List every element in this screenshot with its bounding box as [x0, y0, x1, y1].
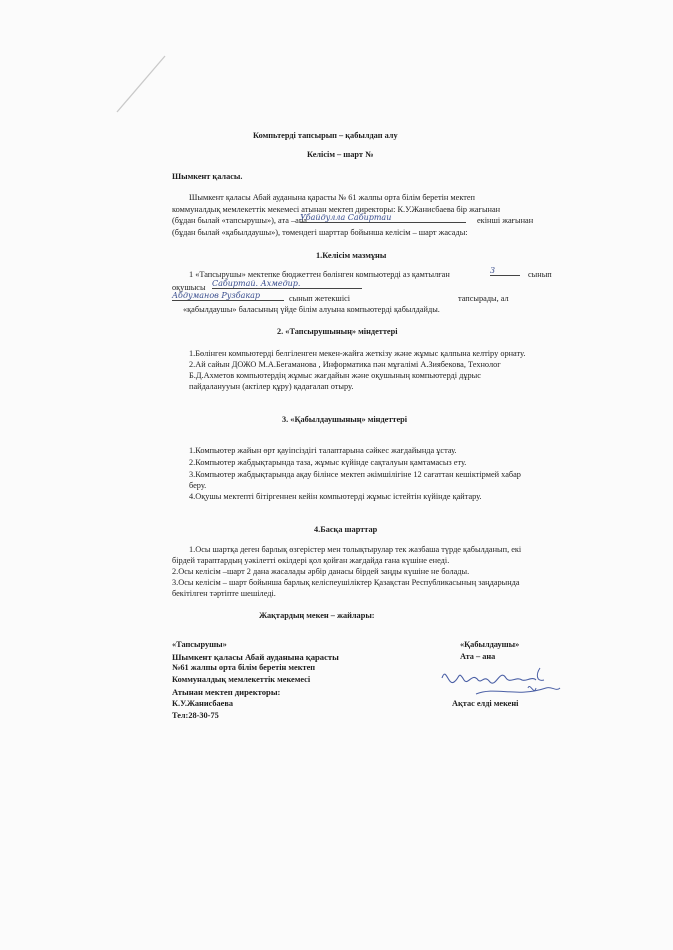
- parent-signature: [436, 658, 566, 702]
- s4-line-3: 2.Осы келісім –шарт 2 дана жасалады әрбір данасы бірдей заңды күшіне не болады.: [172, 567, 470, 576]
- s4-line-4: 3.Осы келісім – шарт бойынша барлық келіспеушіліктер Қазақстан Республикасының заңдарында: [172, 578, 520, 587]
- intro-line-3: [172, 216, 307, 226]
- s2-line-2: 2.Ай сайын ДОЖО М.А.Бегаманова , Информатика пән мұғалімі А.Зиябекова, Технолог: [189, 360, 501, 369]
- left-party-l3: №61 жалпы орта білім беретін мектеп: [172, 663, 316, 672]
- handwritten-parent-name: Убайдулла Сабиртаи: [300, 213, 466, 223]
- addresses-heading-text: Жақтардың мекен – жайлары:: [259, 611, 375, 620]
- intro-line-1: Шымкент қаласы Абай ауданына қарасты № 61 жалпы орта білім беретін мектеп: [189, 193, 475, 202]
- s4-line-1: 1.Осы шартқа деген барлық өзгерістер мен толықтырулар тек жазбаша түрде қабылданып, екі: [189, 545, 522, 554]
- handwritten-teacher-name: Абдуманов Рузбакар: [172, 291, 284, 301]
- s1-line-1-tail: сынып: [528, 270, 552, 279]
- s1-line-3-tail: тапсырады, ал: [458, 294, 509, 303]
- intro-line-2: коммуналдық мемлекеттік мекемесі атынан мектеп директоры: К.У.Жанисбаева бір жағынан: [172, 205, 501, 214]
- section-3-heading: 3. «Қабылдаушының» міндеттері: [282, 415, 408, 424]
- intro-line-4: (бұдан былай «қабылдаушы»), төмендегі шарттар бойынша келісім – шарт жасады:: [172, 228, 468, 237]
- intro-line-3-text: (бұдан былай «тапсырушы»), ата –ана: [172, 216, 307, 225]
- s3-line-3: 3.Компьютер жабдықтарында ақау білінсе мектеп әкімшілігіне 12 сағаттан кешіктірмей хабар: [189, 470, 521, 479]
- right-party-l3: Ақтас елді мекені: [452, 699, 519, 708]
- s4-line-2: бірдей тараптардың уәкілетті өкілдері қол қойған жағдайда ғана күшіне енеді.: [172, 556, 450, 565]
- s1-line-1: 1 «Тапсырушы» мектепке бюджеттен бөлінген компьютерді аз қамтылған: [189, 270, 450, 279]
- s3-line-4: беру.: [189, 481, 207, 490]
- doc-title: Компьтерді тапсырып – қабылдап алу: [253, 131, 398, 140]
- s1-line-4: «қабылдаушы» баласының үйде білім алуына компьютерді қабылдайды.: [183, 305, 440, 314]
- left-party-l2: Шымкент қаласы Абай ауданына қарасты: [172, 652, 339, 662]
- handwritten-grade: 3: [490, 266, 520, 276]
- s3-line-1: 1.Компьютер жайын өрт қауіпсіздігі талаптарына сәйкес жағдайында ұстау.: [189, 446, 457, 455]
- left-party-l7: Тел:28-30-75: [172, 711, 219, 720]
- s2-line-3: Б.Д.Ахметов компьютердің жұмыс жағдайын және оқушының компьютерді дұрыс: [189, 371, 481, 380]
- left-party-l1: «Тапсырушы»: [172, 640, 227, 649]
- s3-line-2: 2.Компьютер жабдықтарында таза, жұмыс күйінде сақталуын қамтамасыз ету.: [189, 458, 467, 467]
- handwritten-student-name: Сабиртай. Ахмедир.: [212, 279, 362, 289]
- intro-line-3-tail: екінші жағынан: [477, 216, 534, 225]
- section-4-heading: 4.Басқа шарттар: [314, 525, 378, 534]
- left-party-l4: Коммуналдық мемлекеттік мекемесі: [172, 675, 311, 684]
- section-1-heading: 1.Келісім мазмұны: [316, 251, 387, 260]
- right-party-l1: «Қабылдаушы»: [460, 640, 520, 649]
- s3-line-5: 4.Оқушы мектепті бітіргеннен кейін компьютерді жұмыс істейтін күйінде қайтару.: [189, 492, 482, 501]
- s1-line-2: оқушысы: [172, 283, 206, 292]
- addresses-heading: [259, 611, 375, 621]
- left-party-l6: К.У.Жанисбаева: [172, 699, 233, 708]
- s4-line-5: бекітілген тәртіпте шешіледі.: [172, 589, 276, 598]
- left-party-l5: Атынан мектеп директоры:: [172, 687, 281, 697]
- doc-subtitle: Келісім – шарт №: [307, 150, 374, 159]
- right-party-l2: Ата – ана: [460, 652, 496, 661]
- s2-line-4: пайдаланууын (актілер құру) қадағалап отыру.: [189, 382, 354, 391]
- section-2-heading: 2. «Тапсырушының» міндеттері: [277, 327, 398, 336]
- city-label: Шымкент қаласы.: [172, 172, 243, 181]
- s1-line-3-mid: сынып жетекшісі: [289, 294, 351, 303]
- s2-line-1: 1.Бөлінген компьютерді белгіленген мекен-жайға жеткізу және жұмыс қалпына келтіру орнату.: [189, 349, 526, 358]
